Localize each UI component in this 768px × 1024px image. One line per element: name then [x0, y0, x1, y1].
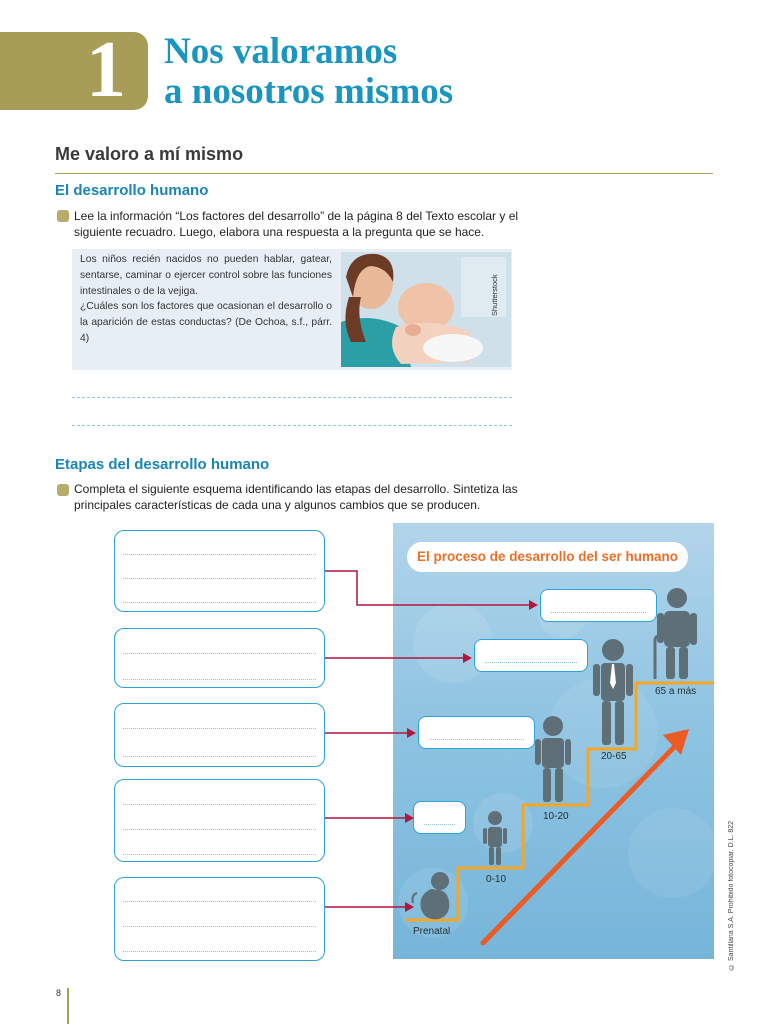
stage-answer-box-65-plus[interactable]	[114, 530, 325, 612]
section-title: Me valoro a mí mismo	[55, 144, 244, 164]
question-2-instruction: Completa el siguiente esquema identificando las etapas del desarrollo. Sintetiza las principales características de cada una y algunos cambios que se producen.	[74, 482, 518, 512]
age-label-0-10: 0-10	[486, 874, 507, 885]
copyright-notice: © Santillana S.A. Prohibido fotocopiar. D.L. 822	[728, 820, 735, 970]
stage-name-box-10-20[interactable]	[418, 716, 535, 749]
question-number-badge	[57, 484, 69, 496]
photo-credit: Shutterstock	[490, 274, 499, 316]
quote-text	[80, 252, 332, 347]
answer-line[interactable]	[72, 425, 512, 426]
question-1-instruction: Lee la información “Los factores del desarrollo” de la página 8 del Texto escolar y el siguiente recuadro. Luego, elabora una respuesta a la pregunta que se hace.	[74, 209, 519, 239]
stage-name-box-0-10[interactable]	[413, 801, 466, 834]
unit-title-line-2: a nosotros mismos	[164, 71, 454, 112]
stage-answer-box-20-65[interactable]	[114, 628, 325, 688]
unit-title	[164, 32, 453, 112]
page-number: 8	[56, 988, 62, 998]
age-label-prenatal: Prenatal	[413, 926, 451, 937]
age-label-10-20: 10-20	[543, 811, 569, 822]
stage-answer-box-10-20[interactable]	[114, 703, 325, 767]
answer-line[interactable]	[72, 397, 512, 398]
stage-name-box-20-65[interactable]	[474, 639, 588, 672]
stage-name-box-65-plus[interactable]	[540, 589, 657, 622]
infographic-title: El proceso de desarrollo del ser humano	[407, 542, 688, 572]
stage-answer-box-prenatal[interactable]	[114, 877, 325, 961]
quote-paragraph-1: Los niños recién nacidos no pueden hablar, gatear, sentarse, caminar o ejercer control sobre las funciones intestinales o de la vejiga.	[80, 254, 332, 297]
elder-icon	[655, 588, 697, 679]
unit-number: 1	[86, 26, 126, 114]
subsection-heading-etapas: Etapas del desarrollo humano	[55, 456, 270, 473]
quote-paragraph-2: ¿Cuáles son los factores que ocasionan el desarrollo o la aparición de estas conductas? (De Ochoa, s.f., párr. 4)	[80, 301, 332, 344]
mother-newborn-illustration	[341, 252, 511, 367]
subsection-heading-desarrollo: El desarrollo humano	[55, 182, 209, 199]
development-infographic	[393, 523, 714, 959]
unit-title-line-1: Nos valoramos	[164, 31, 398, 72]
section-divider	[55, 173, 713, 174]
stage-answer-box-0-10[interactable]	[114, 779, 325, 862]
age-label-20-65: 20-65	[601, 751, 627, 762]
question-number-badge	[57, 210, 69, 222]
mother-newborn-photo	[341, 252, 511, 367]
footer-bar	[67, 988, 69, 1024]
age-label-65-plus: 65 a más	[655, 686, 697, 697]
